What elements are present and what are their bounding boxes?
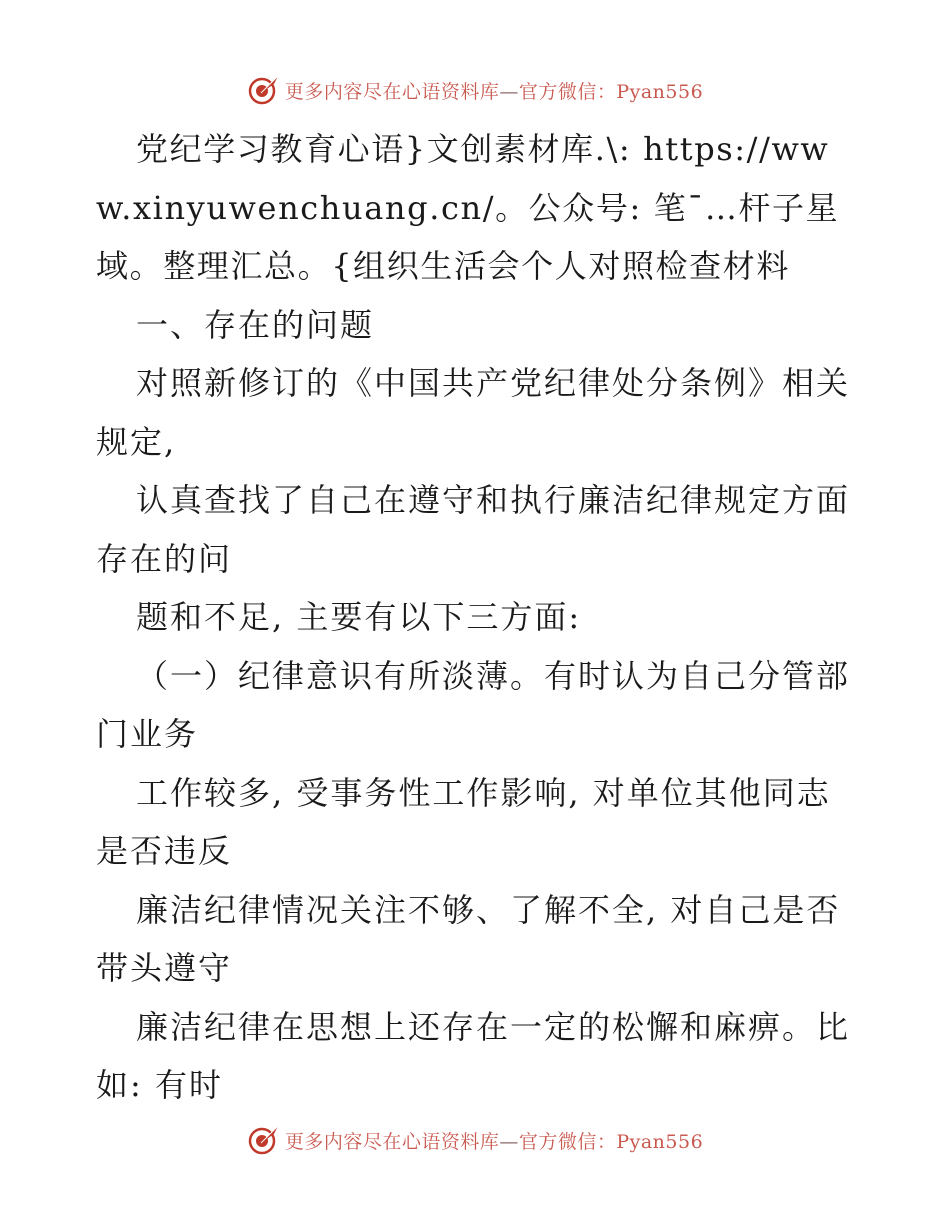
paragraph-heading-problems: 一、存在的问题: [136, 305, 375, 344]
paragraph: 廉洁纪律情况关注不够、了解不全, 对自己是否带头遵守: [96, 890, 841, 987]
paragraph: 工作较多, 受事务性工作影响, 对单位其他同志是否违反: [96, 773, 831, 870]
footer-banner: [0, 1120, 950, 1160]
quill-pen-logo-icon: [247, 1123, 281, 1157]
header-banner-separator: —: [499, 80, 519, 103]
document-body: [96, 120, 856, 1115]
paragraph: （一）纪律意识有所淡薄。有时认为自己分管部门业务: [96, 656, 851, 753]
paragraph-intro: 党纪学习教育心语}文创素材库.\: https://www.xinyuwenchuang.cn/。公众号: 笔¯…杆子星域。整理汇总。{组织生活会个人对照检查材料: [96, 130, 840, 285]
header-banner-main: 更多内容尽在心语资料库: [284, 80, 500, 103]
paragraph: 廉洁纪律在思想上还存在一定的松懈和麻痹。比如: 有时: [96, 1007, 851, 1104]
header-banner: [0, 70, 950, 110]
footer-banner-text: [285, 1127, 703, 1154]
footer-banner-separator: —: [499, 1130, 519, 1153]
header-banner-text: [285, 77, 703, 104]
header-banner-tail: 官方微信：Pyan556: [518, 80, 704, 103]
footer-banner-main: 更多内容尽在心语资料库: [284, 1130, 500, 1153]
footer-banner-tail: 官方微信：Pyan556: [518, 1130, 704, 1153]
paragraph: 认真查找了自己在遵守和执行廉洁纪律规定方面存在的问: [96, 481, 851, 578]
quill-pen-logo-icon: [247, 73, 281, 107]
paragraph: 对照新修订的《中国共产党纪律处分条例》相关规定,: [96, 364, 851, 461]
paragraph: 题和不足, 主要有以下三方面:: [136, 598, 582, 636]
